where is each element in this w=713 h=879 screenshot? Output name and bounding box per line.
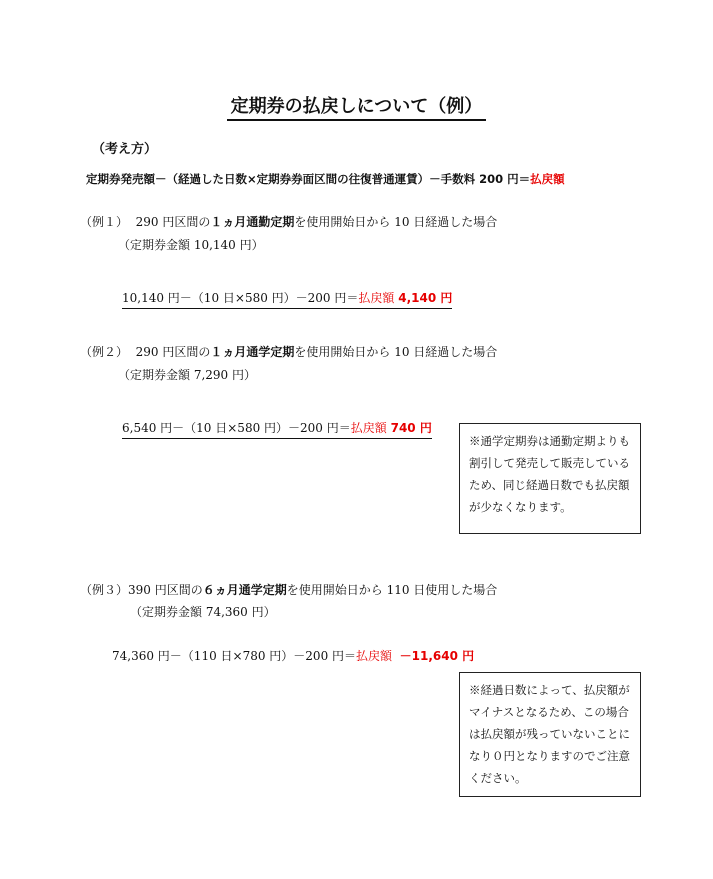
- refund-formula: [86, 171, 565, 187]
- example-2-calculation: 6,540 円－（10 日×580 円）－200 円＝払戻額 740 円: [122, 419, 432, 439]
- example-2-note: ※通学定期券は通勤定期よりも割引して発売して販売しているため、同じ経過日数でも払戻額が少なくなります。: [459, 423, 641, 534]
- example-3-description: （例３）390 円区間の６ヵ月通学定期を使用開始日から 110 日使用した場合: [80, 583, 498, 597]
- example-1-description: （例１） 290 円区間の１ヵ月通勤定期を使用開始日から 10 日経過した場合: [80, 215, 498, 229]
- example-1-calculation: 10,140 円－（10 日×580 円）－200 円＝払戻額 4,140 円: [122, 289, 452, 309]
- example-1-price: （定期券金額 10,140 円）: [118, 238, 264, 252]
- example-3-note: ※経過日数によって、払戻額がマイナスとなるため、この場合は払戻額が残っていないことになり０円となりますのでご注意ください。: [459, 672, 641, 797]
- example-2-description: （例２） 290 円区間の１ヵ月通学定期を使用開始日から 10 日経過した場合: [80, 345, 498, 359]
- formula-text: 定期券発売額－（経過した日数×定期券券面区間の往復普通運賃）－手数料 200 円＝: [86, 172, 531, 186]
- example-3-price: （定期券金額 74,360 円）: [130, 605, 276, 619]
- formula-result: 払戻額: [530, 172, 565, 186]
- example-2-price: （定期券金額 7,290 円）: [118, 368, 256, 382]
- example-3-calculation: 74,360 円－（110 日×780 円）－200 円＝払戻額 －11,640 円: [112, 649, 475, 663]
- section-heading: （考え方）: [92, 142, 158, 157]
- page-title: 定期券の払戻しについて（例）: [0, 92, 713, 121]
